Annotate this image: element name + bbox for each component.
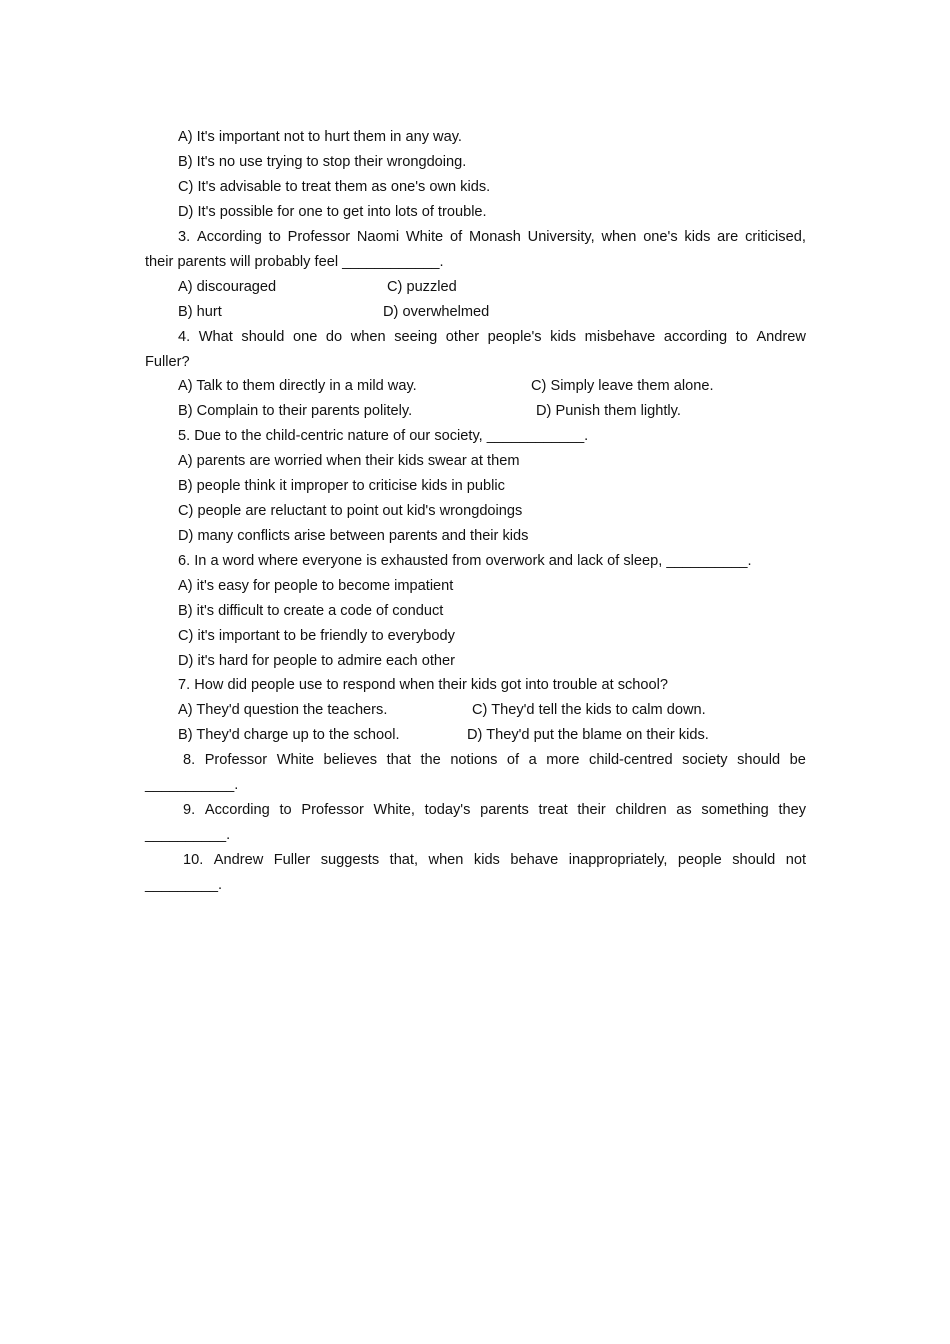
q3-option-d: D) overwhelmed (383, 304, 490, 320)
q5-stem: 5. Due to the child-centric nature of our society, ____________. (178, 428, 589, 444)
q6-option-c: C) it's important to be friendly to everybody (178, 628, 455, 644)
q8-stem-line1: 8. Professor White believes that the notions of a more child-centred society should be (183, 752, 806, 768)
q4-option-a: A) Talk to them directly in a mild way. (178, 378, 417, 394)
q6-option-a: A) it's easy for people to become impatient (178, 578, 454, 594)
q6-option-b: B) it's difficult to create a code of conduct (178, 603, 444, 619)
q4-stem-line2: Fuller? (145, 354, 190, 370)
q7-option-a: A) They'd question the teachers. (178, 702, 388, 718)
q6-stem: 6. In a word where everyone is exhausted from overwork and lack of sleep, __________. (178, 553, 752, 569)
q10-blank: _________. (145, 877, 223, 893)
q5-option-b: B) people think it improper to criticise kids in public (178, 478, 505, 494)
q7-option-d: D) They'd put the blame on their kids. (467, 727, 709, 743)
q3-option-b: B) hurt (178, 304, 222, 320)
q4-option-d: D) Punish them lightly. (536, 403, 681, 419)
q4-stem-line1: 4. What should one do when seeing other people's kids misbehave according to Andrew (178, 329, 806, 345)
q10-stem-line1: 10. Andrew Fuller suggests that, when kids behave inappropriately, people should not (183, 852, 807, 868)
q2-option-a: A) It's important not to hurt them in any way. (178, 129, 462, 145)
q2-option-d: D) It's possible for one to get into lots of trouble. (178, 204, 487, 220)
q4-option-c: C) Simply leave them alone. (531, 378, 714, 394)
q5-option-d: D) many conflicts arise between parents and their kids (178, 528, 529, 544)
q3-option-a: A) discouraged (178, 279, 277, 295)
q9-stem-line1: 9. According to Professor White, today's parents treat their children as something they (183, 802, 807, 818)
q5-option-c: C) people are reluctant to point out kid's wrongdoings (178, 503, 523, 519)
q2-option-b: B) It's no use trying to stop their wrongdoing. (178, 154, 467, 170)
q7-option-c: C) They'd tell the kids to calm down. (472, 702, 706, 718)
q2-option-c: C) It's advisable to treat them as one's own kids. (178, 179, 491, 195)
q3-stem-line2: their parents will probably feel ____________. (145, 254, 444, 270)
q7-stem: 7. How did people use to respond when their kids got into trouble at school? (178, 677, 669, 693)
q3-option-c: C) puzzled (387, 279, 457, 295)
q3-stem-line1: 3. According to Professor Naomi White of Monash University, when one's kids are criticised, (178, 229, 806, 245)
q5-option-a: A) parents are worried when their kids swear at them (178, 453, 520, 469)
q9-blank: __________. (145, 827, 231, 843)
q8-blank: ___________. (145, 777, 239, 793)
q4-option-b: B) Complain to their parents politely. (178, 403, 413, 419)
q6-option-d: D) it's hard for people to admire each other (178, 653, 455, 669)
q7-option-b: B) They'd charge up to the school. (178, 727, 400, 743)
